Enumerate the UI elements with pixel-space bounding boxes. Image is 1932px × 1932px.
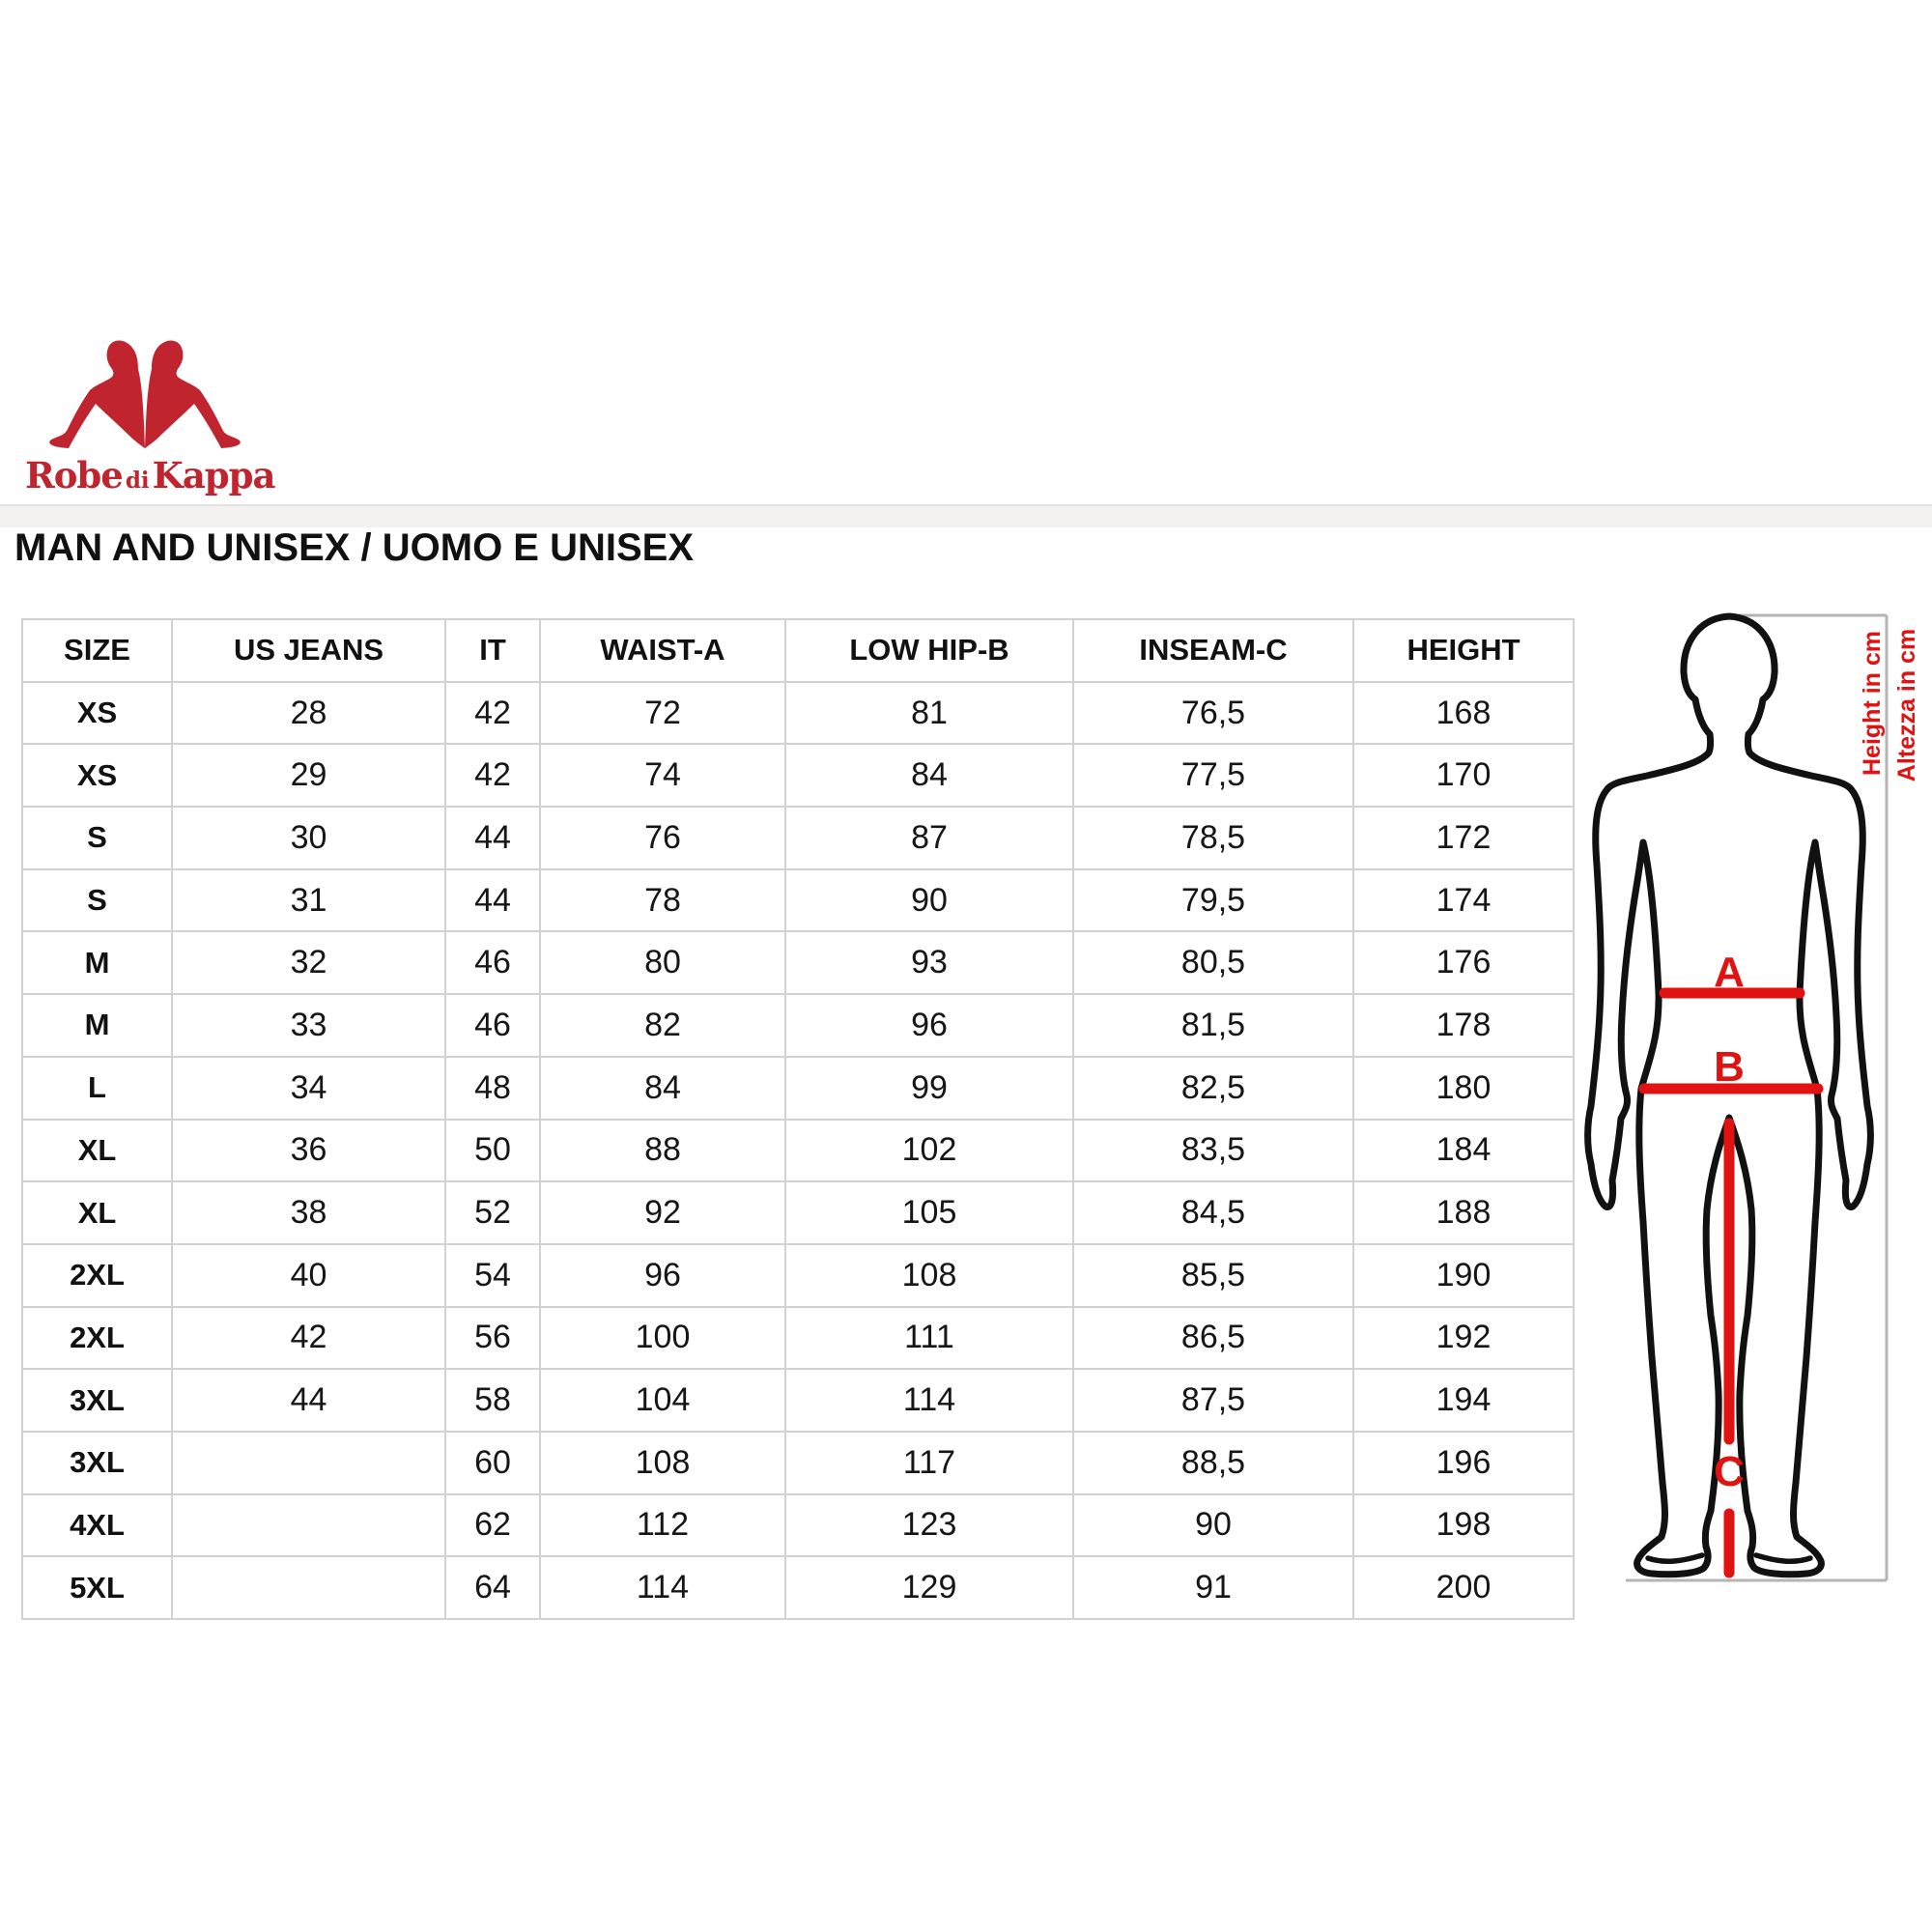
- value-cell: 192: [1353, 1307, 1574, 1370]
- value-cell: 111: [785, 1307, 1073, 1370]
- value-cell: 129: [785, 1556, 1073, 1619]
- value-cell: 84: [540, 1057, 785, 1120]
- table-row: [22, 994, 1574, 1057]
- value-cell: 48: [445, 1057, 540, 1120]
- value-cell: 114: [785, 1369, 1073, 1432]
- table-row: [22, 682, 1574, 745]
- value-cell: 174: [1353, 869, 1574, 932]
- value-cell: 114: [540, 1556, 785, 1619]
- value-cell: 105: [785, 1181, 1073, 1244]
- value-cell: 200: [1353, 1556, 1574, 1619]
- value-cell: 50: [445, 1120, 540, 1182]
- table-row: [22, 744, 1574, 807]
- value-cell: 44: [445, 807, 540, 869]
- value-cell: 54: [445, 1244, 540, 1307]
- size-cell: XL: [22, 1120, 172, 1182]
- value-cell: 40: [172, 1244, 445, 1307]
- value-cell: 168: [1353, 682, 1574, 745]
- column-header-us-jeans: US JEANS: [172, 619, 445, 682]
- value-cell: 117: [785, 1432, 1073, 1494]
- table-row: [22, 1432, 1574, 1494]
- value-cell: 64: [445, 1556, 540, 1619]
- column-header-low-hip-b: LOW HIP-B: [785, 619, 1073, 682]
- column-header-waist-a: WAIST-A: [540, 619, 785, 682]
- value-cell: 180: [1353, 1057, 1574, 1120]
- value-cell: 42: [172, 1307, 445, 1370]
- value-cell: 81,5: [1073, 994, 1353, 1057]
- value-cell: 108: [540, 1432, 785, 1494]
- wordmark-di: di: [125, 468, 150, 494]
- table-row: [22, 1307, 1574, 1370]
- value-cell: [172, 1432, 445, 1494]
- value-cell: 198: [1353, 1494, 1574, 1557]
- value-cell: 78,5: [1073, 807, 1353, 869]
- value-cell: 76: [540, 807, 785, 869]
- value-cell: 58: [445, 1369, 540, 1432]
- size-cell: XS: [22, 744, 172, 807]
- value-cell: 190: [1353, 1244, 1574, 1307]
- hip-label-b: B: [1714, 1043, 1745, 1091]
- value-cell: 74: [540, 744, 785, 807]
- value-cell: 93: [785, 931, 1073, 994]
- size-cell: S: [22, 869, 172, 932]
- value-cell: 88: [540, 1120, 785, 1182]
- column-header-inseam-c: INSEAM-C: [1073, 619, 1353, 682]
- table-row: [22, 1369, 1574, 1432]
- value-cell: 188: [1353, 1181, 1574, 1244]
- body-diagram: [1565, 580, 1932, 1613]
- value-cell: 86,5: [1073, 1307, 1353, 1370]
- size-cell: 4XL: [22, 1494, 172, 1557]
- brand-wordmark: [25, 452, 315, 502]
- value-cell: [172, 1556, 445, 1619]
- value-cell: 196: [1353, 1432, 1574, 1494]
- size-cell: XL: [22, 1181, 172, 1244]
- kappa-omini-icon: [43, 330, 246, 458]
- table-row: [22, 1181, 1574, 1244]
- value-cell: 56: [445, 1307, 540, 1370]
- column-header-size: SIZE: [22, 619, 172, 682]
- value-cell: 184: [1353, 1120, 1574, 1182]
- value-cell: 81: [785, 682, 1073, 745]
- height-note-it: Altezza in cm: [1893, 628, 1920, 782]
- value-cell: 34: [172, 1057, 445, 1120]
- value-cell: 178: [1353, 994, 1574, 1057]
- waist-label-a: A: [1714, 949, 1745, 996]
- value-cell: 99: [785, 1057, 1073, 1120]
- page-title: MAN AND UNISEX / UOMO E UNISEX: [14, 526, 695, 569]
- table-row: [22, 1057, 1574, 1120]
- height-note-en: Height in cm: [1859, 630, 1886, 777]
- measurement-figure: [1565, 580, 1932, 1613]
- table-row: [22, 1120, 1574, 1182]
- value-cell: 85,5: [1073, 1244, 1353, 1307]
- value-cell: 52: [445, 1181, 540, 1244]
- value-cell: 102: [785, 1120, 1073, 1182]
- value-cell: 88,5: [1073, 1432, 1353, 1494]
- size-cell: M: [22, 994, 172, 1057]
- table-body: [22, 682, 1574, 1619]
- table-row: [22, 1556, 1574, 1619]
- table-row: [22, 1494, 1574, 1557]
- value-cell: 29: [172, 744, 445, 807]
- size-cell: S: [22, 807, 172, 869]
- value-cell: 62: [445, 1494, 540, 1557]
- value-cell: 44: [445, 869, 540, 932]
- value-cell: 44: [172, 1369, 445, 1432]
- value-cell: 90: [785, 869, 1073, 932]
- wordmark-robe: Robe: [25, 454, 123, 497]
- value-cell: 87: [785, 807, 1073, 869]
- value-cell: 72: [540, 682, 785, 745]
- value-cell: 172: [1353, 807, 1574, 869]
- size-cell: 2XL: [22, 1244, 172, 1307]
- value-cell: 84,5: [1073, 1181, 1353, 1244]
- value-cell: 123: [785, 1494, 1073, 1557]
- value-cell: 91: [1073, 1556, 1353, 1619]
- size-cell: M: [22, 931, 172, 994]
- value-cell: 170: [1353, 744, 1574, 807]
- value-cell: 108: [785, 1244, 1073, 1307]
- size-cell: 3XL: [22, 1369, 172, 1432]
- value-cell: 79,5: [1073, 869, 1353, 932]
- value-cell: 87,5: [1073, 1369, 1353, 1432]
- value-cell: 90: [1073, 1494, 1353, 1557]
- value-cell: 42: [445, 682, 540, 745]
- value-cell: 33: [172, 994, 445, 1057]
- table-row: [22, 1244, 1574, 1307]
- value-cell: 36: [172, 1120, 445, 1182]
- value-cell: 82: [540, 994, 785, 1057]
- size-cell: L: [22, 1057, 172, 1120]
- value-cell: [172, 1494, 445, 1557]
- value-cell: 31: [172, 869, 445, 932]
- wordmark-kappa: Kappa: [152, 454, 275, 497]
- value-cell: 100: [540, 1307, 785, 1370]
- value-cell: 82,5: [1073, 1057, 1353, 1120]
- value-cell: 32: [172, 931, 445, 994]
- value-cell: 42: [445, 744, 540, 807]
- brand-logo: [43, 330, 246, 458]
- column-header-height: HEIGHT: [1353, 619, 1574, 682]
- size-cell: 5XL: [22, 1556, 172, 1619]
- table-header: [22, 619, 1574, 682]
- value-cell: 80: [540, 931, 785, 994]
- value-cell: 78: [540, 869, 785, 932]
- value-cell: 92: [540, 1181, 785, 1244]
- size-cell: XS: [22, 682, 172, 745]
- value-cell: 96: [540, 1244, 785, 1307]
- size-cell: 2XL: [22, 1307, 172, 1370]
- value-cell: 38: [172, 1181, 445, 1244]
- value-cell: 28: [172, 682, 445, 745]
- table-row: [22, 869, 1574, 932]
- header-row: [22, 619, 1574, 682]
- column-header-it: IT: [445, 619, 540, 682]
- table-row: [22, 807, 1574, 869]
- value-cell: 84: [785, 744, 1073, 807]
- value-cell: 60: [445, 1432, 540, 1494]
- value-cell: 30: [172, 807, 445, 869]
- value-cell: 194: [1353, 1369, 1574, 1432]
- size-cell: 3XL: [22, 1432, 172, 1494]
- value-cell: 176: [1353, 931, 1574, 994]
- value-cell: 83,5: [1073, 1120, 1353, 1182]
- value-cell: 80,5: [1073, 931, 1353, 994]
- size-chart: [21, 618, 1575, 1620]
- table-row: [22, 931, 1574, 994]
- value-cell: 76,5: [1073, 682, 1353, 745]
- value-cell: 112: [540, 1494, 785, 1557]
- value-cell: 96: [785, 994, 1073, 1057]
- size-table: [21, 618, 1575, 1620]
- value-cell: 77,5: [1073, 744, 1353, 807]
- inseam-label-c: C: [1714, 1448, 1745, 1495]
- value-cell: 46: [445, 931, 540, 994]
- value-cell: 46: [445, 994, 540, 1057]
- value-cell: 104: [540, 1369, 785, 1432]
